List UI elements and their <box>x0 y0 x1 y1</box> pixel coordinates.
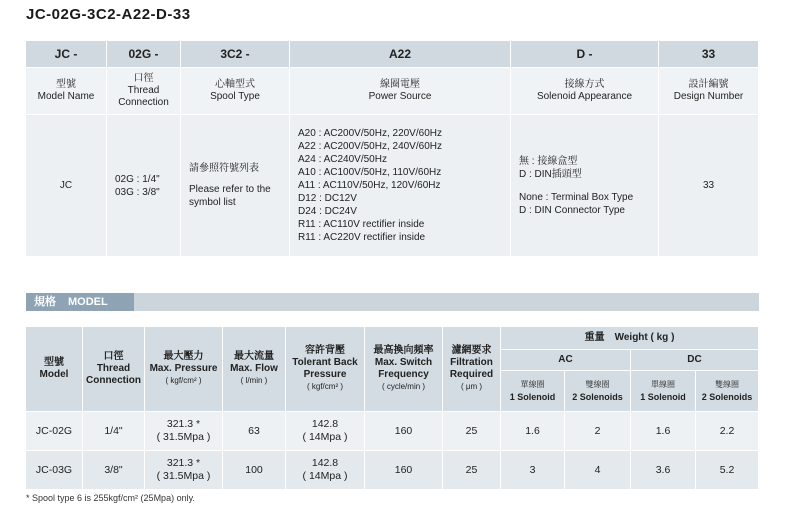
cell-thread: 1/4" <box>83 412 145 451</box>
model-spec-table <box>26 327 759 490</box>
header-33: 33 <box>659 41 759 68</box>
model-code-title: JC-02G-3C2-A22-D-33 <box>26 6 191 23</box>
header-weight: 重量 Weight ( kg ) <box>501 327 759 350</box>
cell-model: JC-03G <box>26 451 83 490</box>
header-02g: 02G - <box>107 41 181 68</box>
design-number-value: 33 <box>659 115 759 257</box>
cell-switch: 160 <box>365 451 443 490</box>
subheader-thread-connection: 口徑 Thread Connection <box>107 68 181 115</box>
cell-pressure: 321.3 * ( 31.5Mpa ) <box>145 412 223 451</box>
header-dc-2-solenoids: 雙線圈 2 Solenoids <box>696 371 759 412</box>
table-row <box>26 451 759 490</box>
subheader-model-name: 型號 Model Name <box>26 68 107 115</box>
header-dc: DC <box>631 350 759 371</box>
header-max-switch-frequency: 最高換向頻率 Max. Switch Frequency ( cycle/min ) <box>365 327 443 412</box>
cell-ac2: 2 <box>565 412 631 451</box>
header-max-flow: 最大流量 Max. Flow ( l/min ) <box>223 327 286 412</box>
cell-dc1: 3.6 <box>631 451 696 490</box>
cell-filter: 25 <box>443 412 501 451</box>
cell-back-pressure: 142.8 ( 14Mpa ) <box>286 451 365 490</box>
header-dc-1-solenoid: 單線圈 1 Solenoid <box>631 371 696 412</box>
header-tolerant-back-pressure: 容許背壓 Tolerant Back Pressure ( kgf/cm² ) <box>286 327 365 412</box>
model-spec-section-bar <box>26 293 759 326</box>
cell-flow: 100 <box>223 451 286 490</box>
header-thread: 口徑 Thread Connection <box>83 327 145 412</box>
header-filtration: 濾網要求 Filtration Required ( μm ) <box>443 327 501 412</box>
cell-flow: 63 <box>223 412 286 451</box>
header-ac: AC <box>501 350 631 371</box>
cell-ac2: 4 <box>565 451 631 490</box>
header-jc: JC - <box>26 41 107 68</box>
header-a22: A22 <box>290 41 511 68</box>
cell-model: JC-02G <box>26 412 83 451</box>
header-ac-1-solenoid: 單線圈 1 Solenoid <box>501 371 565 412</box>
cell-dc1: 1.6 <box>631 412 696 451</box>
cell-back-pressure: 142.8 ( 14Mpa ) <box>286 412 365 451</box>
cell-ac1: 3 <box>501 451 565 490</box>
table-row <box>26 412 759 451</box>
header-ac-2-solenoids: 雙線圈 2 Solenoids <box>565 371 631 412</box>
cell-pressure: 321.3 * ( 31.5Mpa ) <box>145 451 223 490</box>
model-code-table <box>26 41 759 257</box>
cell-thread: 3/8" <box>83 451 145 490</box>
header-max-pressure: 最大壓力 Max. Pressure ( kgf/cm² ) <box>145 327 223 412</box>
model-value: JC <box>26 115 107 257</box>
subheader-design-number: 設計編號 Design Number <box>659 68 759 115</box>
cell-filter: 25 <box>443 451 501 490</box>
model-spec-section-title: 規格 MODEL SPEC. <box>26 293 134 311</box>
header-d: D - <box>511 41 659 68</box>
subheader-solenoid-appearance: 接線方式 Solenoid Appearance <box>511 68 659 115</box>
subheader-power-source: 線圈電壓 Power Source <box>290 68 511 115</box>
header-model: 型號 Model <box>26 327 83 412</box>
thread-options: 02G : 1/4" 03G : 3/8" <box>107 115 181 257</box>
cell-ac1: 1.6 <box>501 412 565 451</box>
subheader-spool-type: 心軸型式 Spool Type <box>181 68 290 115</box>
spool-note: 請參照符號列表 Please refer to the symbol list <box>181 115 290 257</box>
cell-dc2: 5.2 <box>696 451 759 490</box>
header-3c2: 3C2 - <box>181 41 290 68</box>
power-options: A20 : AC200V/50Hz, 220V/60Hz A22 : AC200V/50Hz, 240V/60Hz A24 : AC240V/50Hz A10 : AC100V/50Hz, 110V/60Hz A11 : AC110V/50Hz, 120V/60Hz D12 : DC12V D24 : DC24V R11 : AC110V rectifier inside R11 : AC220V rectifier inside <box>290 115 511 257</box>
cell-dc2: 2.2 <box>696 412 759 451</box>
appearance-options: 無 : 接線盒型 D : DIN插頭型 None : Terminal Box Type D : DIN Connector Type <box>511 115 659 257</box>
cell-switch: 160 <box>365 412 443 451</box>
footnote: * Spool type 6 is 255kgf/cm² (25Mpa) only. <box>26 493 195 503</box>
